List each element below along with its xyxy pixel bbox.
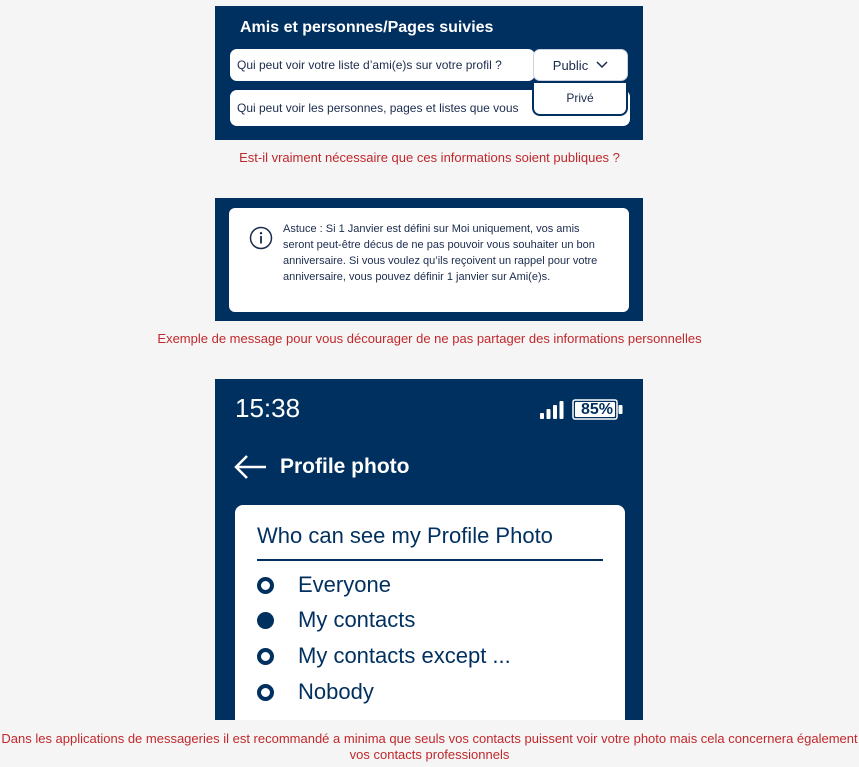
screen-title: Profile photo xyxy=(280,455,410,478)
signal-icon xyxy=(540,401,564,419)
option-label: My contacts xyxy=(298,607,416,632)
info-icon xyxy=(249,226,273,250)
photo-visibility-sheet xyxy=(235,505,625,720)
friends-list-visibility-label: Qui peut voir votre liste d’ami(e)s sur votre profil ? xyxy=(237,58,502,72)
audience-dropdown[interactable] xyxy=(533,49,628,81)
divider xyxy=(257,559,603,561)
status-time: 15:38 xyxy=(235,393,301,423)
following-visibility-label: Qui peut voir les personnes, pages et listes que vous xyxy=(237,101,519,115)
caption-public-info: Est-il vraiment nécessaire que ces informations soient publiques ? xyxy=(239,150,620,165)
chevron-down-icon xyxy=(596,61,608,69)
radio-selected-icon xyxy=(257,612,274,629)
friends-privacy-panel xyxy=(215,6,643,140)
option-nobody[interactable] xyxy=(257,679,374,705)
audience-dropdown-value: Public xyxy=(552,57,589,73)
radio-unselected-icon xyxy=(257,577,274,594)
option-my-contacts[interactable] xyxy=(257,607,415,633)
back-arrow-icon[interactable] xyxy=(233,454,267,480)
audience-option-label: Privé xyxy=(566,91,594,105)
audience-option-prive[interactable] xyxy=(532,83,628,116)
option-label: Everyone xyxy=(298,572,391,597)
tip-text: Astuce : Si 1 Janvier est défini sur Moi uniquement, vos amis seront peut-être décus de ne pas pouvoir vous souhaiter un bon anniversaire. Si vous voulez qu’ils reçoivent un rappel pour votre anniversaire, vous pouvez définir 1 janvier sur Ami(e)s. xyxy=(283,223,598,283)
sheet-title: Who can see my Profile Photo xyxy=(257,523,553,548)
caption-discourage-message: Exemple de message pour vous décourager de ne pas partager des informations personnelles xyxy=(157,331,702,346)
option-everyone[interactable] xyxy=(257,572,391,598)
option-label: My contacts except ... xyxy=(298,643,511,668)
radio-unselected-icon xyxy=(257,684,274,701)
battery-level: 85% xyxy=(580,401,614,418)
caption-messaging-recommendation: Dans les applications de messageries il est recommandé a minima que seuls vos contacts puissent voir votre photo mais cela concernera également vos contacts professionnels xyxy=(1,731,858,762)
profile-photo-screen xyxy=(215,379,643,720)
panel-title: Amis et personnes/Pages suivies xyxy=(240,19,494,36)
option-label: Nobody xyxy=(298,679,374,704)
tip-card xyxy=(229,208,629,312)
radio-unselected-icon xyxy=(257,648,274,665)
friends-list-visibility-row[interactable] xyxy=(230,49,535,81)
option-my-contacts-except[interactable] xyxy=(257,643,511,669)
birthday-tip-panel xyxy=(215,198,643,321)
